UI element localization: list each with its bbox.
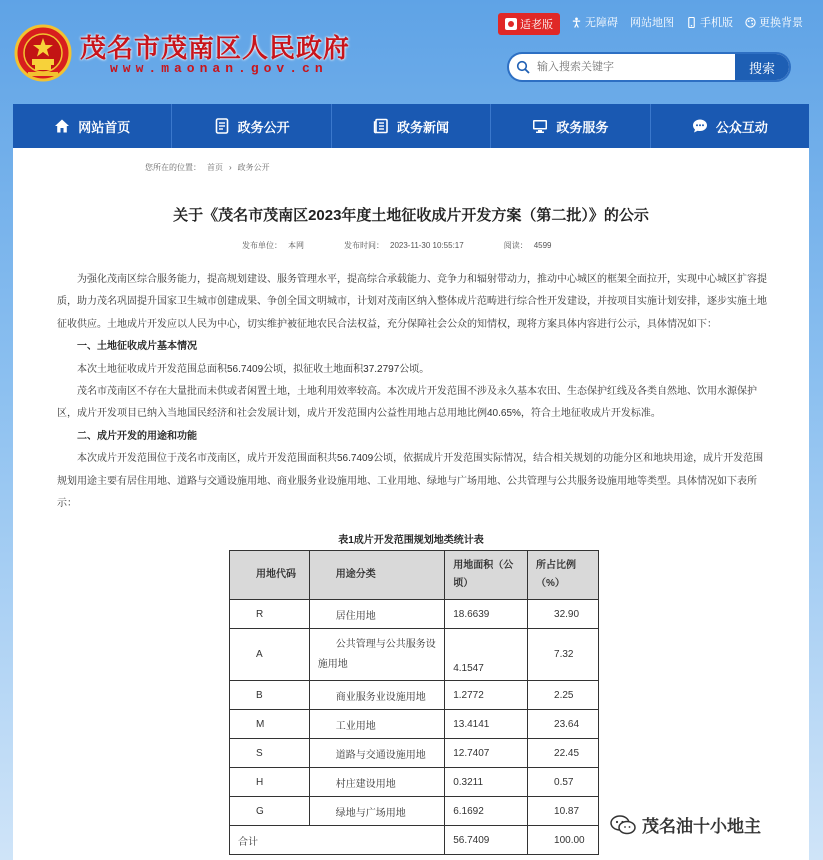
meta-views bbox=[504, 240, 552, 251]
table-row bbox=[230, 681, 599, 710]
cell-area: 4.1547 bbox=[445, 629, 528, 681]
cell-area: 0.3211 bbox=[445, 768, 528, 797]
elderly-mode-icon bbox=[505, 18, 517, 30]
table-row bbox=[230, 739, 599, 768]
site-name[interactable]: 茂名市茂南区人民政府 bbox=[80, 34, 351, 64]
article-meta bbox=[242, 240, 552, 251]
header-ratio: 所占比例（%） bbox=[528, 551, 599, 600]
wechat-watermark bbox=[610, 812, 761, 837]
meta-time-label: 发布时间： bbox=[344, 241, 384, 250]
intro-paragraph: 为强化茂南区综合服务能力，提高规划建设、服务管理水平，提高综合承载能力、竞争力和辐射带动力，推动中心城区的框架全面拉开，实现中心城区扩容提质，助力茂名巩固提升国家卫生城市创建成果、争创全国文明城市，计划对茂南区纳入整体成片范畴进行综合性开发建设，并按项目实施计划安排，逐步实施土地征收供应。土地成片开发应以人民为中心，切实维护被征地农民合法权益，充分保障社会公众的知情权，现将方案具体内容进行公示，具体情况如下： bbox=[57, 274, 767, 330]
table-row bbox=[230, 797, 599, 826]
nav-label: 政务服务 bbox=[556, 119, 609, 135]
meta-views-value: 4599 bbox=[533, 241, 552, 250]
cell-category: 居住用地 bbox=[309, 600, 444, 629]
search-button[interactable]: 搜索 bbox=[735, 54, 789, 80]
article-title: 关于《茂名市茂南区2023年度土地征收成片开发方案（第二批）》的公示 bbox=[173, 207, 649, 224]
chat-icon bbox=[692, 118, 708, 134]
section1-paragraph-1: 本次土地征收成片开发范围总面积56.7409公顷，拟征收土地面积37.2797公顷。 bbox=[77, 363, 430, 375]
nav-item-news[interactable] bbox=[332, 104, 491, 148]
cell-category: 公共管理与公共服务设施用地 bbox=[309, 629, 444, 681]
top-links bbox=[571, 14, 803, 30]
cell-ratio: 32.90 bbox=[528, 600, 599, 629]
table-title: 表1成片开发范围规划地类统计表 bbox=[338, 535, 484, 546]
nav-item-gov-affairs[interactable] bbox=[172, 104, 331, 148]
table-row bbox=[230, 768, 599, 797]
cell-ratio: 10.87 bbox=[528, 797, 599, 826]
content-panel bbox=[13, 148, 809, 860]
nav-item-home[interactable] bbox=[13, 104, 172, 148]
accessibility-label: 无障碍 bbox=[585, 17, 618, 29]
cell-area: 18.6639 bbox=[445, 600, 528, 629]
table-header-row bbox=[230, 551, 599, 600]
palette-icon bbox=[745, 17, 756, 28]
section2-paragraph-1: 本次成片开发范围位于茂名市茂南区，成片开发范围面积共56.7409公顷，依据成片开发范围实际情况，结合相关规划的功能分区和地块用途，成片开发范围规划用途主要有居住用地、道路与交通设施用地、商业服务业设施用地、工业用地、绿地与广场用地、公共管理与公共服务设施用地等类型。具体情况如下表所示： bbox=[57, 453, 764, 510]
nav-label: 网站首页 bbox=[78, 119, 131, 135]
cell-ratio: 22.45 bbox=[528, 739, 599, 768]
cell-area: 6.1692 bbox=[445, 797, 528, 826]
accessibility-link[interactable] bbox=[571, 14, 618, 30]
cell-total-label: 合计 bbox=[230, 826, 445, 855]
header-category: 用途分类 bbox=[309, 551, 444, 600]
cell-ratio: 0.57 bbox=[528, 768, 599, 797]
cell-ratio: 23.64 bbox=[528, 710, 599, 739]
breadcrumb-prefix: 您所在的位置： bbox=[145, 163, 201, 172]
cell-category: 商业服务业设施用地 bbox=[309, 681, 444, 710]
meta-publisher-label: 发布单位： bbox=[242, 241, 282, 250]
table-row bbox=[230, 600, 599, 629]
cell-area: 12.7407 bbox=[445, 739, 528, 768]
cell-code: M bbox=[230, 710, 310, 739]
cell-total-ratio: 100.00 bbox=[528, 826, 599, 855]
section-heading-1: 一、土地征收成片基本情况 bbox=[77, 341, 197, 353]
monitor-icon bbox=[532, 118, 548, 134]
nav-item-services[interactable] bbox=[491, 104, 650, 148]
table-row bbox=[230, 710, 599, 739]
mobile-icon bbox=[686, 17, 697, 28]
cell-code: B bbox=[230, 681, 310, 710]
cell-code: A bbox=[230, 629, 310, 681]
elderly-mode-button[interactable] bbox=[498, 13, 560, 35]
cell-area: 1.2772 bbox=[445, 681, 528, 710]
land-use-table bbox=[229, 550, 599, 855]
news-icon bbox=[373, 118, 389, 134]
section1-paragraph-2: 茂名市茂南区不存在大量批而未供或者闲置土地，土地利用效率较高。本次成片开发范围不涉及永久基本农田、生态保护红线及各类自然地、饮用水源保护区，成片开发项目已纳入当地国民经济和社会发展计划，成片开发范围内公益性用地占总用地比例40.65%，符合土地征收成片开发标准。 bbox=[57, 386, 757, 420]
home-icon bbox=[54, 118, 70, 134]
section-heading-2: 二、成片开发的用途和功能 bbox=[77, 430, 197, 442]
accessibility-icon bbox=[571, 17, 582, 28]
meta-views-label: 阅读： bbox=[503, 241, 528, 250]
meta-publisher bbox=[242, 240, 304, 251]
nav-label: 政务公开 bbox=[237, 119, 290, 135]
cell-category: 村庄建设用地 bbox=[309, 768, 444, 797]
wechat-icon bbox=[610, 815, 636, 835]
cell-category: 工业用地 bbox=[309, 710, 444, 739]
search-box bbox=[509, 54, 789, 80]
table-row bbox=[230, 629, 599, 681]
site-header bbox=[0, 0, 823, 104]
watermark-text: 茂名油十小地主 bbox=[642, 817, 761, 836]
breadcrumb-gov-affairs[interactable]: 政务公开 bbox=[237, 163, 270, 172]
cell-category: 道路与交通设施用地 bbox=[309, 739, 444, 768]
cell-code: S bbox=[230, 739, 310, 768]
mobile-label: 手机版 bbox=[700, 17, 733, 29]
chevron-right-icon: › bbox=[229, 163, 232, 172]
nav-label: 政务新闻 bbox=[397, 119, 450, 135]
meta-time bbox=[344, 240, 464, 251]
article-body bbox=[57, 269, 773, 515]
search-icon bbox=[509, 54, 537, 80]
mobile-link[interactable] bbox=[686, 14, 733, 30]
cell-total-area: 56.7409 bbox=[445, 826, 528, 855]
table-total-row bbox=[230, 826, 599, 855]
header-area: 用地面积（公顷） bbox=[445, 551, 528, 600]
cell-ratio: 2.25 bbox=[528, 681, 599, 710]
search-input[interactable] bbox=[537, 54, 735, 80]
main-nav bbox=[13, 104, 809, 148]
cell-ratio: 7.32 bbox=[528, 629, 599, 681]
sitemap-link[interactable] bbox=[630, 14, 674, 30]
meta-time-value: 2023-11-30 10:55:17 bbox=[390, 241, 464, 250]
document-icon bbox=[214, 118, 230, 134]
cell-area: 13.4141 bbox=[445, 710, 528, 739]
elderly-mode-label: 适老版 bbox=[520, 19, 553, 31]
meta-publisher-value: 本网 bbox=[288, 241, 304, 250]
nav-label: 公众互动 bbox=[715, 119, 768, 135]
change-background-link[interactable] bbox=[745, 14, 803, 30]
nav-item-interaction[interactable] bbox=[651, 104, 809, 148]
header-code: 用地代码 bbox=[230, 551, 310, 600]
cell-code: H bbox=[230, 768, 310, 797]
cell-code: G bbox=[230, 797, 310, 826]
site-domain: www.maonan.gov.cn bbox=[110, 61, 328, 76]
sitemap-label: 网站地图 bbox=[630, 17, 674, 29]
breadcrumb bbox=[145, 162, 270, 173]
national-emblem-icon bbox=[14, 24, 72, 82]
cell-code: R bbox=[230, 600, 310, 629]
change-background-label: 更换背景 bbox=[759, 17, 803, 29]
cell-category: 绿地与广场用地 bbox=[309, 797, 444, 826]
breadcrumb-home[interactable]: 首页 bbox=[207, 163, 223, 172]
